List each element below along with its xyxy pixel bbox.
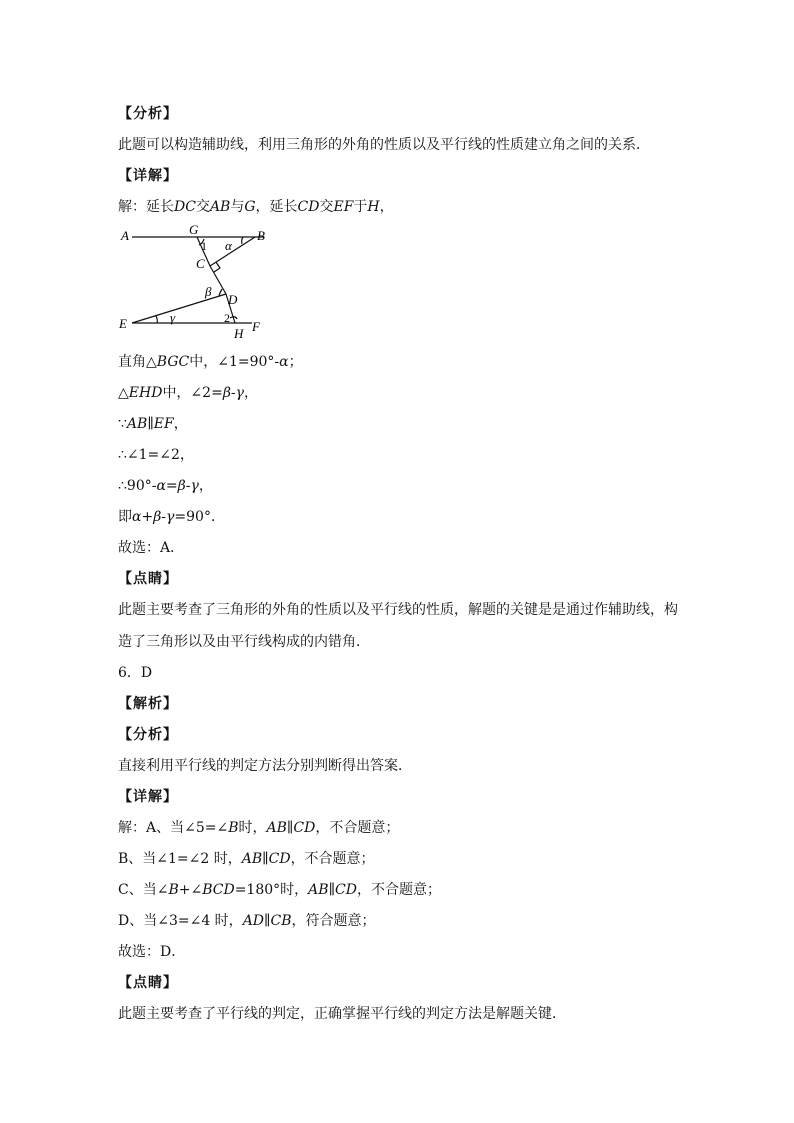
option-b: B、当∠1=∠2 时，AB∥CD，不合题意； — [118, 851, 375, 867]
detail-heading: 【详解】 — [118, 168, 178, 184]
solution-heading: 【解析】 — [118, 696, 178, 712]
analysis-heading-2: 【分析】 — [118, 727, 178, 743]
label-A: A — [121, 228, 129, 243]
label-G: G — [189, 222, 199, 237]
analysis-text-2: 直接利用平行线的判定方法分别判断得出答案． — [118, 758, 412, 774]
step-6: 即α+β-γ=90°． — [118, 509, 225, 525]
label-C: C — [196, 256, 205, 271]
choose-answer-2: 故选：D． — [118, 944, 186, 960]
label-alpha: α — [225, 238, 232, 253]
comment-text-2: 此题主要考查了平行线的判定，正确掌握平行线的判定方法是解题关键． — [118, 1006, 566, 1022]
alpha-arc — [242, 237, 243, 244]
label-beta: β — [205, 284, 212, 299]
label-F: F — [252, 319, 260, 334]
label-2: 2 — [224, 311, 230, 325]
question-answer: 6．D — [118, 665, 153, 681]
label-H: H — [234, 326, 244, 341]
comment-heading-1: 【点睛】 — [118, 571, 178, 587]
solution-intro: 解：延长DC交AB与G，延长CD交EF于H， — [118, 199, 394, 215]
step-4: ∴∠1=∠2， — [118, 447, 194, 463]
comment-line-2: 造了三角形以及由平行线构成的内错角． — [118, 634, 370, 650]
detail-heading-2: 【详解】 — [118, 789, 178, 805]
geometry-figure — [112, 222, 272, 344]
label-D: D — [228, 292, 238, 307]
choose-answer-1: 故选：A． — [118, 540, 185, 556]
step-3: ∵AB∥EF， — [118, 416, 188, 432]
step-5: ∴90°-α=β-γ， — [118, 478, 213, 494]
analysis-text: 此题可以构造辅助线，利用三角形的外角的性质以及平行线的性质建立角之间的关系． — [118, 137, 650, 153]
step-1: 直角△BGC中，∠1=90°-α； — [118, 354, 303, 370]
gamma-arc — [156, 316, 157, 323]
option-a: 解：A、当∠5=∠B时，AB∥CD，不合题意； — [118, 820, 400, 836]
label-gamma: γ — [170, 310, 176, 325]
segment-ED — [132, 294, 226, 323]
label-B: B — [257, 228, 265, 243]
comment-heading-2: 【点睛】 — [118, 975, 178, 991]
step-2: △EHD中，∠2=β-γ， — [118, 385, 259, 401]
option-c: C、当∠B+∠BCD=180°时，AB∥CD，不合题意； — [118, 882, 441, 898]
comment-line-1: 此题主要考查了三角形的外角的性质以及平行线的性质，解题的关键是是通过作辅助线，构 — [118, 602, 678, 618]
segment-CD — [210, 266, 226, 294]
label-E: E — [119, 316, 127, 331]
segment-BC — [210, 237, 255, 266]
analysis-heading: 【分析】 — [118, 106, 178, 122]
option-d: D、当∠3=∠4 时，AD∥CB，符合题意； — [118, 913, 376, 929]
label-1: 1 — [201, 239, 207, 253]
